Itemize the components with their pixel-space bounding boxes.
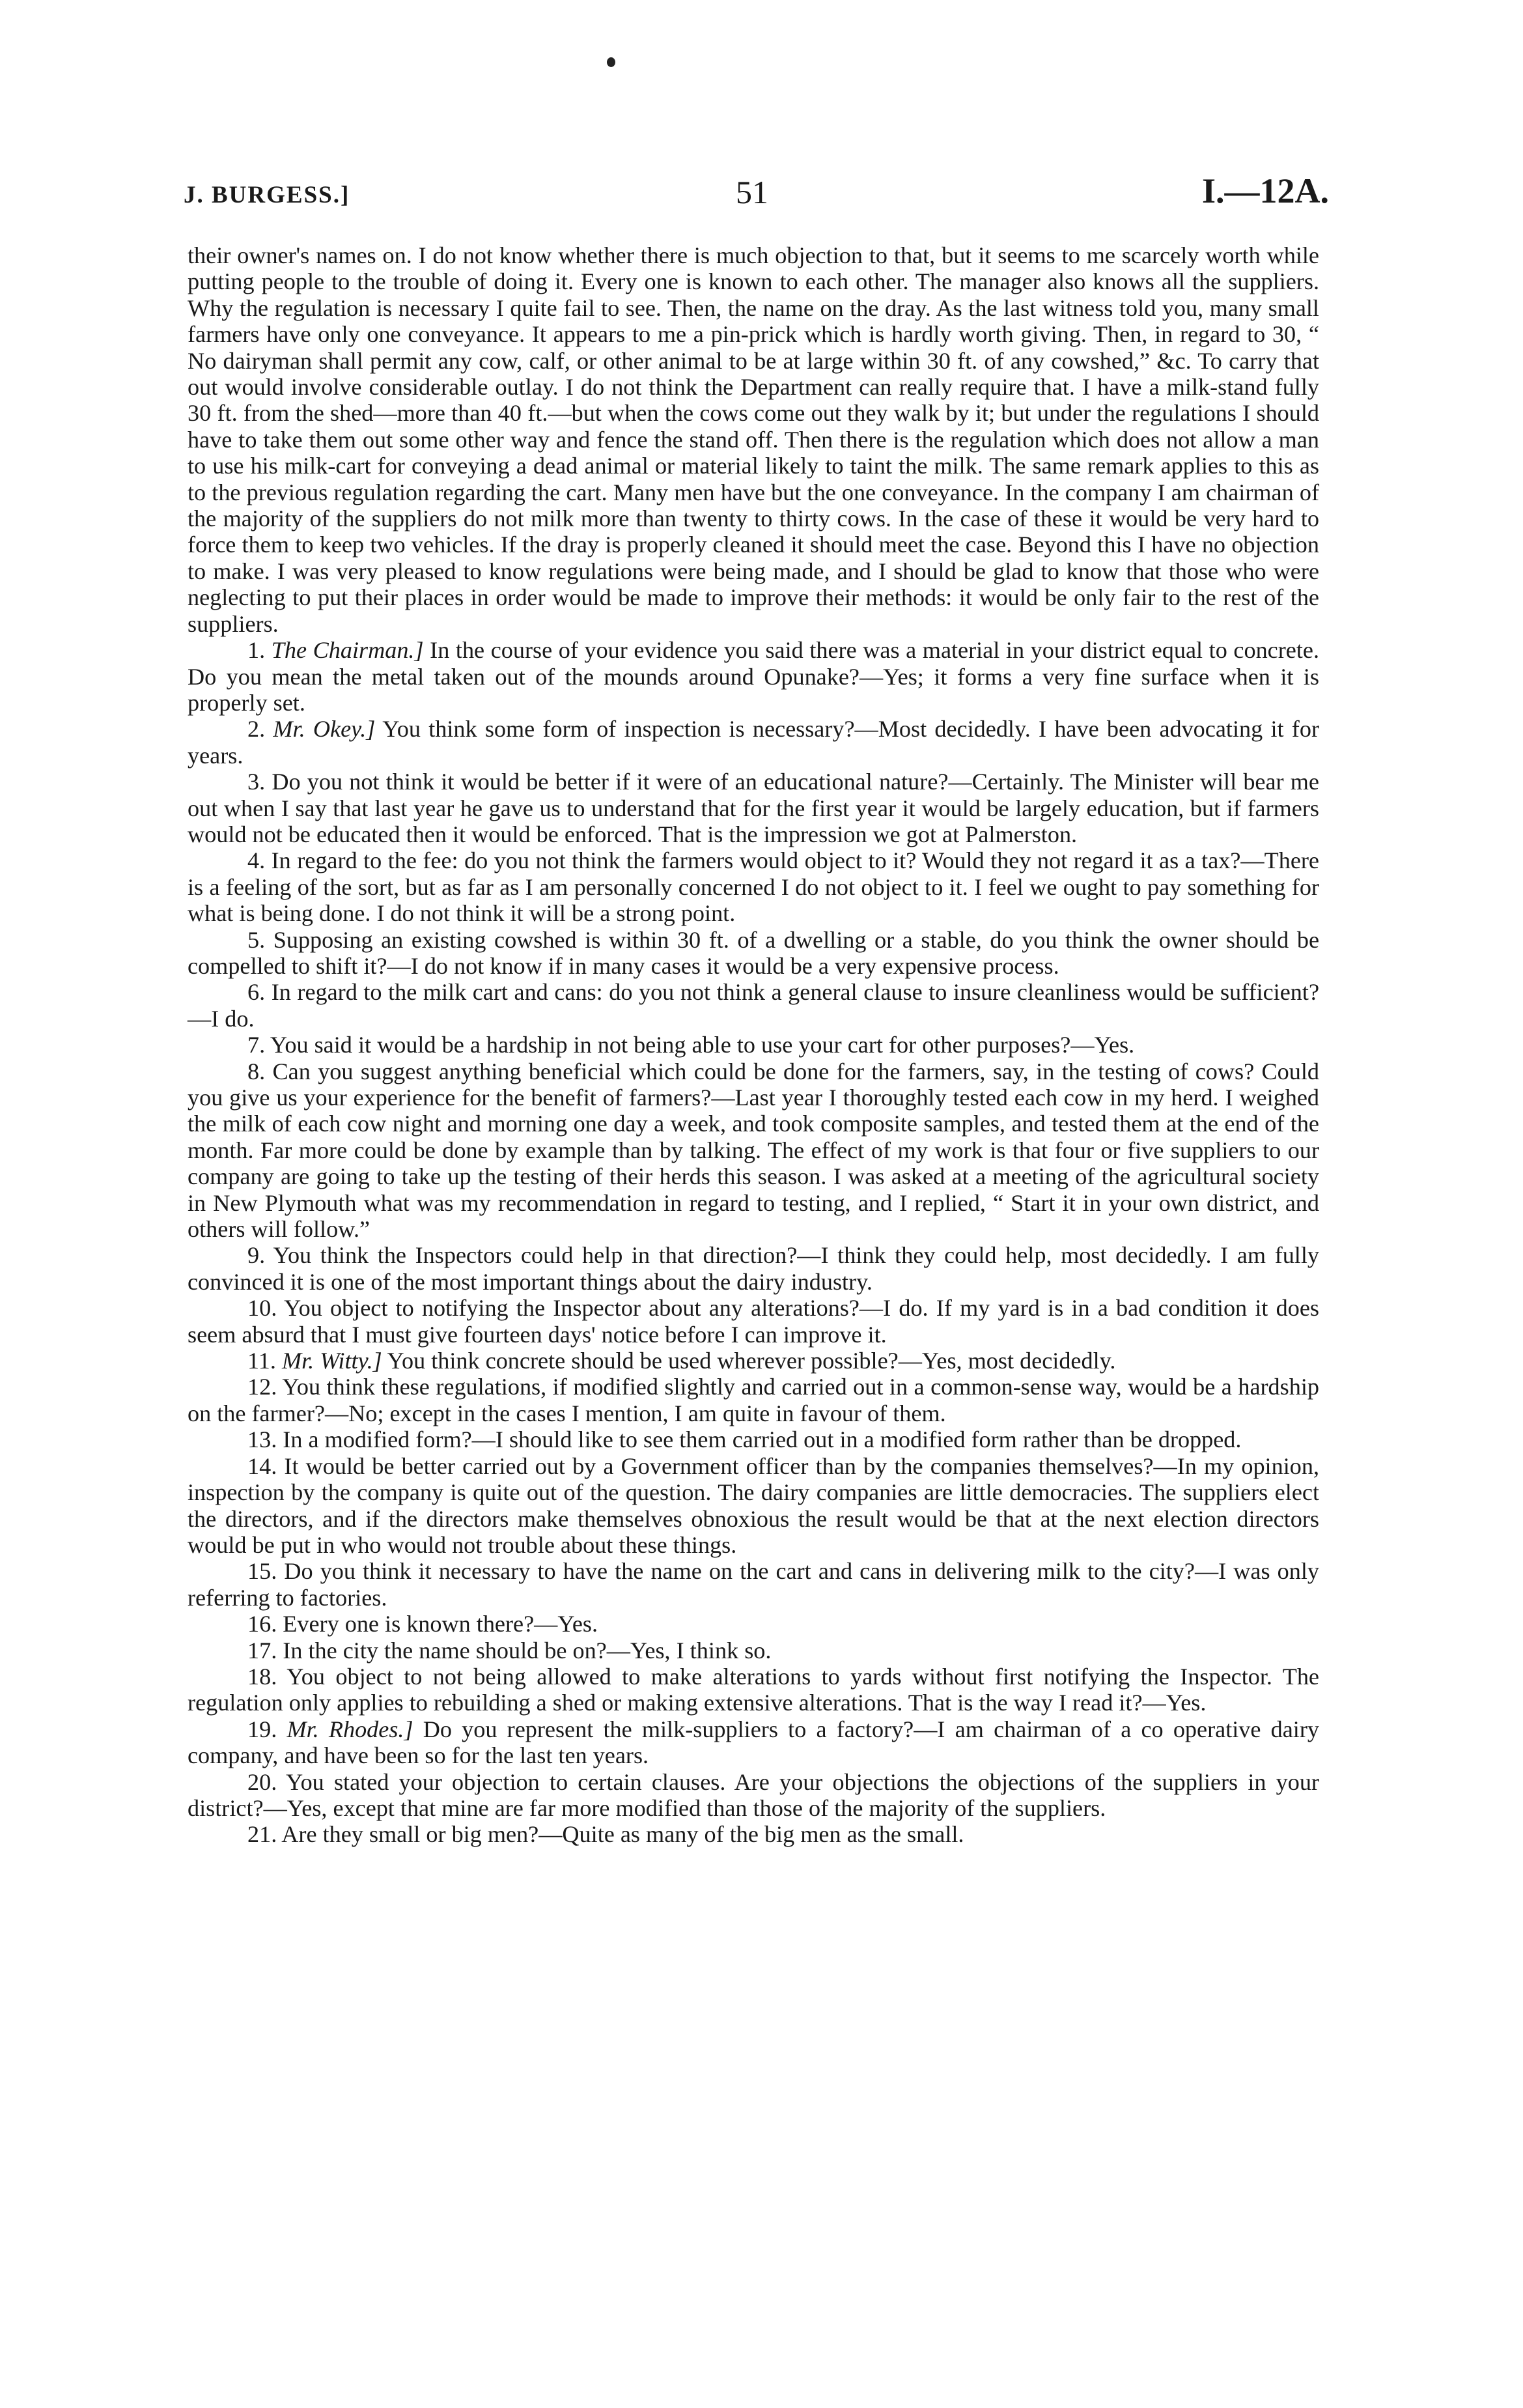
question-paragraph (188, 1058, 1319, 1243)
question-number: 9. (247, 1242, 266, 1269)
question-number: 5. (247, 926, 266, 953)
page-number: 51 (736, 174, 768, 210)
header-witness-name: J. BURGESS.] (184, 182, 350, 208)
question-text: Are they small or big men?—Quite as many of the big men as the small. (281, 1821, 964, 1848)
speaker-name: Mr. Rhodes.] (286, 1716, 413, 1742)
question-text: In regard to the fee: do you not think the farmers would object to it? Would they not regard it as a tax?—There is a feeling of the sort, but as far as I am personally concerned I do not object to it. I feel we ought to pay something for what is being done. I do not think it will be a strong point. (188, 847, 1319, 927)
question-number: 17. (247, 1637, 277, 1664)
question-paragraph (188, 1374, 1319, 1426)
question-number: 18. (247, 1663, 277, 1690)
speaker-name: Mr. Witty.] (281, 1348, 382, 1374)
question-paragraph (188, 1426, 1319, 1452)
question-text: Can you suggest anything beneficial which could be done for the farmers, say, in the testing of cows? Could you give us your experience for the benefit of farmers?—Last year I thoroughly tested each cow in my herd. I weighed the milk of each cow night and morning one day a week, and took composite samples, and tested them at the end of the month. Far more could be done by example than by talking. The effect of my work is that four or five suppliers to our company are going to take up the testing of their herds this season. I was asked at a meeting of the agricultural society in New Plymouth what was my recommendation in regard to testing, and I replied, “ Start it in your own district, and others will follow.” (188, 1058, 1319, 1243)
question-text: You object to not being allowed to make alterations to yards without first notifying the Inspector. The regulation only applies to rebuilding a shed or making extensive alterations. That is the way I read it?—Yes. (188, 1663, 1319, 1716)
question-paragraph (188, 1295, 1319, 1348)
question-text: Do you think it necessary to have the name on the cart and cans in delivering milk to the city?—I was only referring to factories. (188, 1558, 1320, 1611)
question-paragraph (188, 1821, 1319, 1847)
question-number: 11. (247, 1348, 276, 1374)
question-paragraph (188, 979, 1319, 1032)
question-number: 10. (247, 1295, 277, 1322)
question-number: 2. (247, 716, 266, 743)
question-text: In the course of your evidence you said there was a material in your district equal to concrete. Do you mean the metal taken out of the mounds around Opunake?—Yes; it forms a very fine surface when it is properly set. (188, 637, 1319, 716)
question-number: 19. (247, 1716, 277, 1742)
question-number: 15. (247, 1558, 277, 1585)
question-text: Supposing an existing cowshed is within 30 ft. of a dwelling or a stable, do you think the owner should be compelled to shift it?—I do not know if in many cases it would be a very expensive process. (188, 926, 1319, 979)
question-text: Do you not think it would be better if it were of an educational nature?—Certainly. The Minister will bear me out when I say that last year he gave us to understand that for the first year it would be largely education, but if farmers would not be educated then it would be enforced. That is the impression we got at Palmerston. (188, 769, 1319, 847)
question-text: You think some form of inspection is necessary?—Most decidedly. I have been advocating it for years. (188, 716, 1320, 769)
question-text: In the city the name should be on?—Yes, I think so. (283, 1637, 772, 1664)
question-text: You object to notifying the Inspector about any alterations?—I do. If my yard is in a bad condition it does seem absurd that I must give fourteen days' notice before I can improve it. (188, 1295, 1319, 1348)
question-paragraph (188, 1716, 1319, 1769)
question-number: 7. (247, 1032, 266, 1058)
question-number: 8. (247, 1058, 266, 1084)
question-number: 16. (247, 1611, 277, 1637)
question-text: You think these regulations, if modified slightly and carried out in a common-sense way, would be a hardship on the farmer?—No; except in the cases I mention, I am quite in favour of them. (188, 1374, 1319, 1426)
question-paragraph (188, 1242, 1319, 1295)
speaker-name: The Chairman.] (271, 637, 424, 664)
question-paragraph (188, 769, 1319, 847)
question-text: You stated your objection to certain clauses. Are your objections the objections of the suppliers in your district?—Yes, except that mine are far more modified than those of the majority of the suppliers. (188, 1768, 1319, 1821)
page-header (0, 171, 1523, 223)
question-paragraph (188, 1032, 1319, 1058)
question-paragraph (188, 1558, 1319, 1611)
printer-dot-mark (607, 57, 615, 67)
question-paragraph (188, 716, 1319, 769)
question-paragraph (188, 1348, 1319, 1374)
question-number: 12. (247, 1374, 277, 1400)
question-number: 3. (247, 769, 266, 795)
question-text: You think concrete should be used wherever possible?—Yes, most decidedly. (382, 1348, 1116, 1374)
question-text: You think the Inspectors could help in that direction?—I think they could help, most decidedly. I am fully convinced it is one of the most important things about the dairy industry. (188, 1242, 1319, 1295)
question-text: In regard to the milk cart and cans: do you not think a general clause to insure cleanliness would be sufficient?—I do. (188, 979, 1320, 1032)
header-paper-code: I.—12A. (1202, 171, 1330, 210)
question-number: 21. (247, 1821, 277, 1848)
question-paragraph (188, 1664, 1319, 1716)
question-number: 20. (247, 1768, 277, 1795)
question-text: Do you represent the milk-suppliers to a factory?—I am chairman of a co operative dairy company, and have been so for the last ten years. (188, 1716, 1320, 1769)
question-number: 6. (247, 979, 266, 1006)
question-text: It would be better carried out by a Government officer than by the companies themselves?—In my opinion, inspection by the company is quite out of the question. The dairy companies are little democracies. The suppliers elect the directors, and if the directors make themselves obnoxious the result would be that at the next election directors would be put in who would not trouble about these things. (188, 1452, 1319, 1558)
question-number: 4. (247, 847, 266, 874)
question-number: 13. (247, 1426, 277, 1453)
question-text: In a modified form?—I should like to see them carried out in a modified form rather than be dropped. (283, 1426, 1242, 1453)
question-paragraph (188, 637, 1319, 716)
question-text: Every one is known there?—Yes. (283, 1611, 598, 1637)
question-paragraph (188, 847, 1319, 926)
opening-paragraph: their owner's names on. I do not know whether there is much objection to that, but it seems to me scarcely worth while putting people to the trouble of doing it. Every one is known to each other. The manager also knows all the suppliers. Why the regulation is necessary I quite fail to see. Then, the name on the dray. As the last witness told you, many small farmers have only one conveyance. It appears to me a pin-prick which is hardly worth giving. Then, in regard to 30, “ No dairyman shall permit any cow, calf, or other animal to be at large within 30 ft. of any cowshed,” &c. To carry that out would involve considerable outlay. I do not think the Department can really require that. I have a milk-stand fully 30 ft. from the shed—more than 40 ft.—but when the cows come out they walk by it; but under the regulations I should have to take them out some other way and fence the stand off. Then there is the regulation which does not allow a man to use his milk-cart for conveying a dead animal or material likely to taint the milk. The same remark applies to this as to the previous regulation regarding the cart. Many men have but the one conveyance. In the company I am chairman of the majority of the suppliers do not milk more than twenty to thirty cows. In the case of these it would be very hard to force them to keep two vehicles. If the dray is properly cleaned it should meet the case. Beyond this I have no objection to make. I was very pleased to know regulations were being made, and I should be glad to know that those who were neglecting to put their places in order would be made to improve their methods: it would be only fair to the rest of the suppliers. (188, 242, 1319, 637)
question-paragraph (188, 1611, 1319, 1637)
question-paragraph (188, 1453, 1319, 1559)
question-paragraph (188, 927, 1319, 980)
evidence-body (188, 242, 1319, 1848)
question-paragraph (188, 1637, 1319, 1664)
question-number: 1. (247, 637, 266, 664)
speaker-name: Mr. Okey.] (273, 716, 376, 743)
question-list (188, 637, 1319, 1848)
question-number: 14. (247, 1452, 277, 1479)
question-text: You said it would be a hardship in not being able to use your cart for other purposes?—Yes. (270, 1032, 1135, 1058)
question-paragraph (188, 1769, 1319, 1822)
